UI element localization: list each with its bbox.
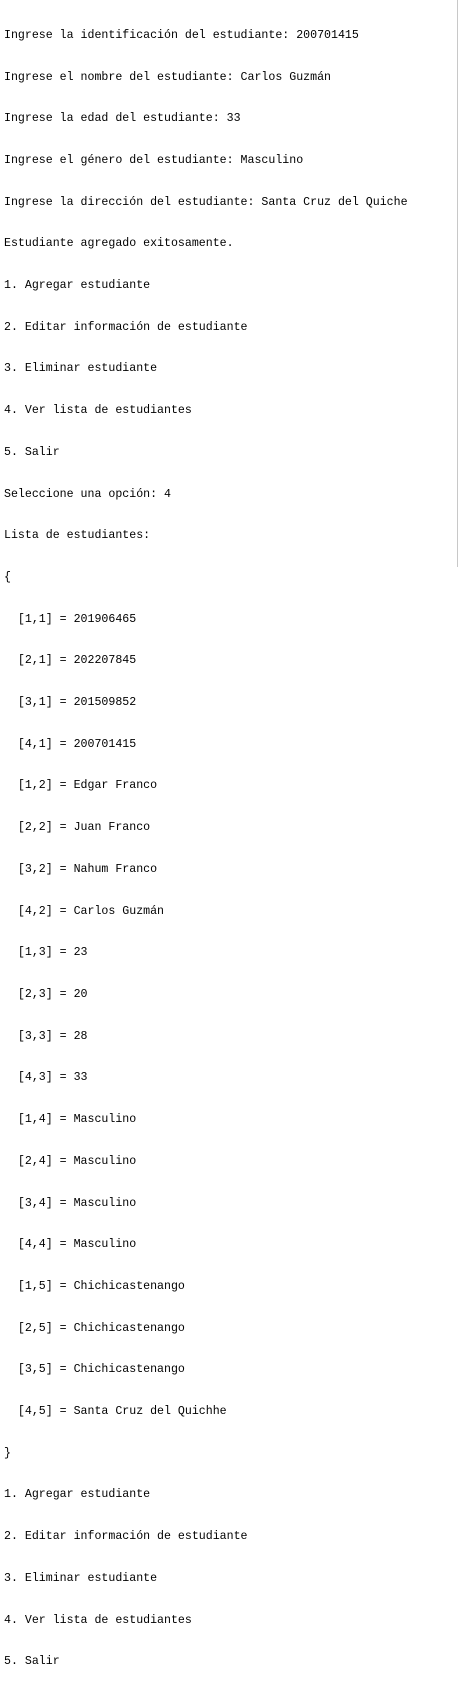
menu-option-edit: 2. Editar información de estudiante <box>4 1530 248 1544</box>
prompt-line-age: Ingrese la edad del estudiante: 33 <box>4 112 241 126</box>
menu-option-exit: 5. Salir <box>4 445 60 459</box>
list-entry: [1,3] = 23 <box>4 946 88 960</box>
prompt-line-name: Ingrese el nombre del estudiante: Carlos Guzmán <box>4 70 331 84</box>
option-selection-line: Seleccione una opción: 4 <box>4 487 171 501</box>
list-entry: [3,1] = 201509852 <box>4 696 137 710</box>
list-entry: [4,3] = 33 <box>4 1071 88 1085</box>
menu-option-add: 1. Agregar estudiante <box>4 279 151 293</box>
list-entry: [4,4] = Masculino <box>4 1238 137 1252</box>
list-entry: [3,5] = Chichicastenango <box>4 1363 185 1377</box>
list-entry: [3,4] = Masculino <box>4 1196 137 1210</box>
menu-option-delete: 3. Eliminar estudiante <box>4 362 158 376</box>
menu-option-delete: 3. Eliminar estudiante <box>4 1571 158 1585</box>
menu-option-list: 4. Ver lista de estudiantes <box>4 404 192 418</box>
menu-option-list: 4. Ver lista de estudiantes <box>4 1613 192 1627</box>
menu-option-add: 1. Agregar estudiante <box>4 1488 151 1502</box>
list-entry: [2,2] = Juan Franco <box>4 821 151 835</box>
list-entry: [1,5] = Chichicastenango <box>4 1279 185 1293</box>
list-entry: [1,4] = Masculino <box>4 1113 137 1127</box>
list-entry: [2,5] = Chichicastenango <box>4 1321 185 1335</box>
list-entry: [2,1] = 202207845 <box>4 654 137 668</box>
prompt-line-gender: Ingrese el género del estudiante: Masculino <box>4 153 304 167</box>
prompt-line-address: Ingrese la dirección del estudiante: Santa Cruz del Quiche <box>4 195 408 209</box>
list-entry: [4,1] = 200701415 <box>4 737 137 751</box>
list-entry: [2,3] = 20 <box>4 987 88 1001</box>
student-list-heading: Lista de estudiantes: <box>4 529 151 543</box>
success-message: Estudiante agregado exitosamente. <box>4 237 234 251</box>
menu-option-exit: 5. Salir <box>4 1655 60 1669</box>
list-close-brace: } <box>4 1446 11 1460</box>
menu-option-edit: 2. Editar información de estudiante <box>4 320 248 334</box>
list-entry: [1,1] = 201906465 <box>4 612 137 626</box>
list-entry: [4,5] = Santa Cruz del Quichhe <box>4 1405 227 1419</box>
list-open-brace: { <box>4 570 11 584</box>
list-entry: [2,4] = Masculino <box>4 1154 137 1168</box>
prompt-line-id: Ingrese la identificación del estudiante: 200701415 <box>4 28 359 42</box>
list-entry: [3,2] = Nahum Franco <box>4 862 158 876</box>
list-entry: [1,2] = Edgar Franco <box>4 779 158 793</box>
list-entry: [3,3] = 28 <box>4 1029 88 1043</box>
list-entry: [4,2] = Carlos Guzmán <box>4 904 165 918</box>
